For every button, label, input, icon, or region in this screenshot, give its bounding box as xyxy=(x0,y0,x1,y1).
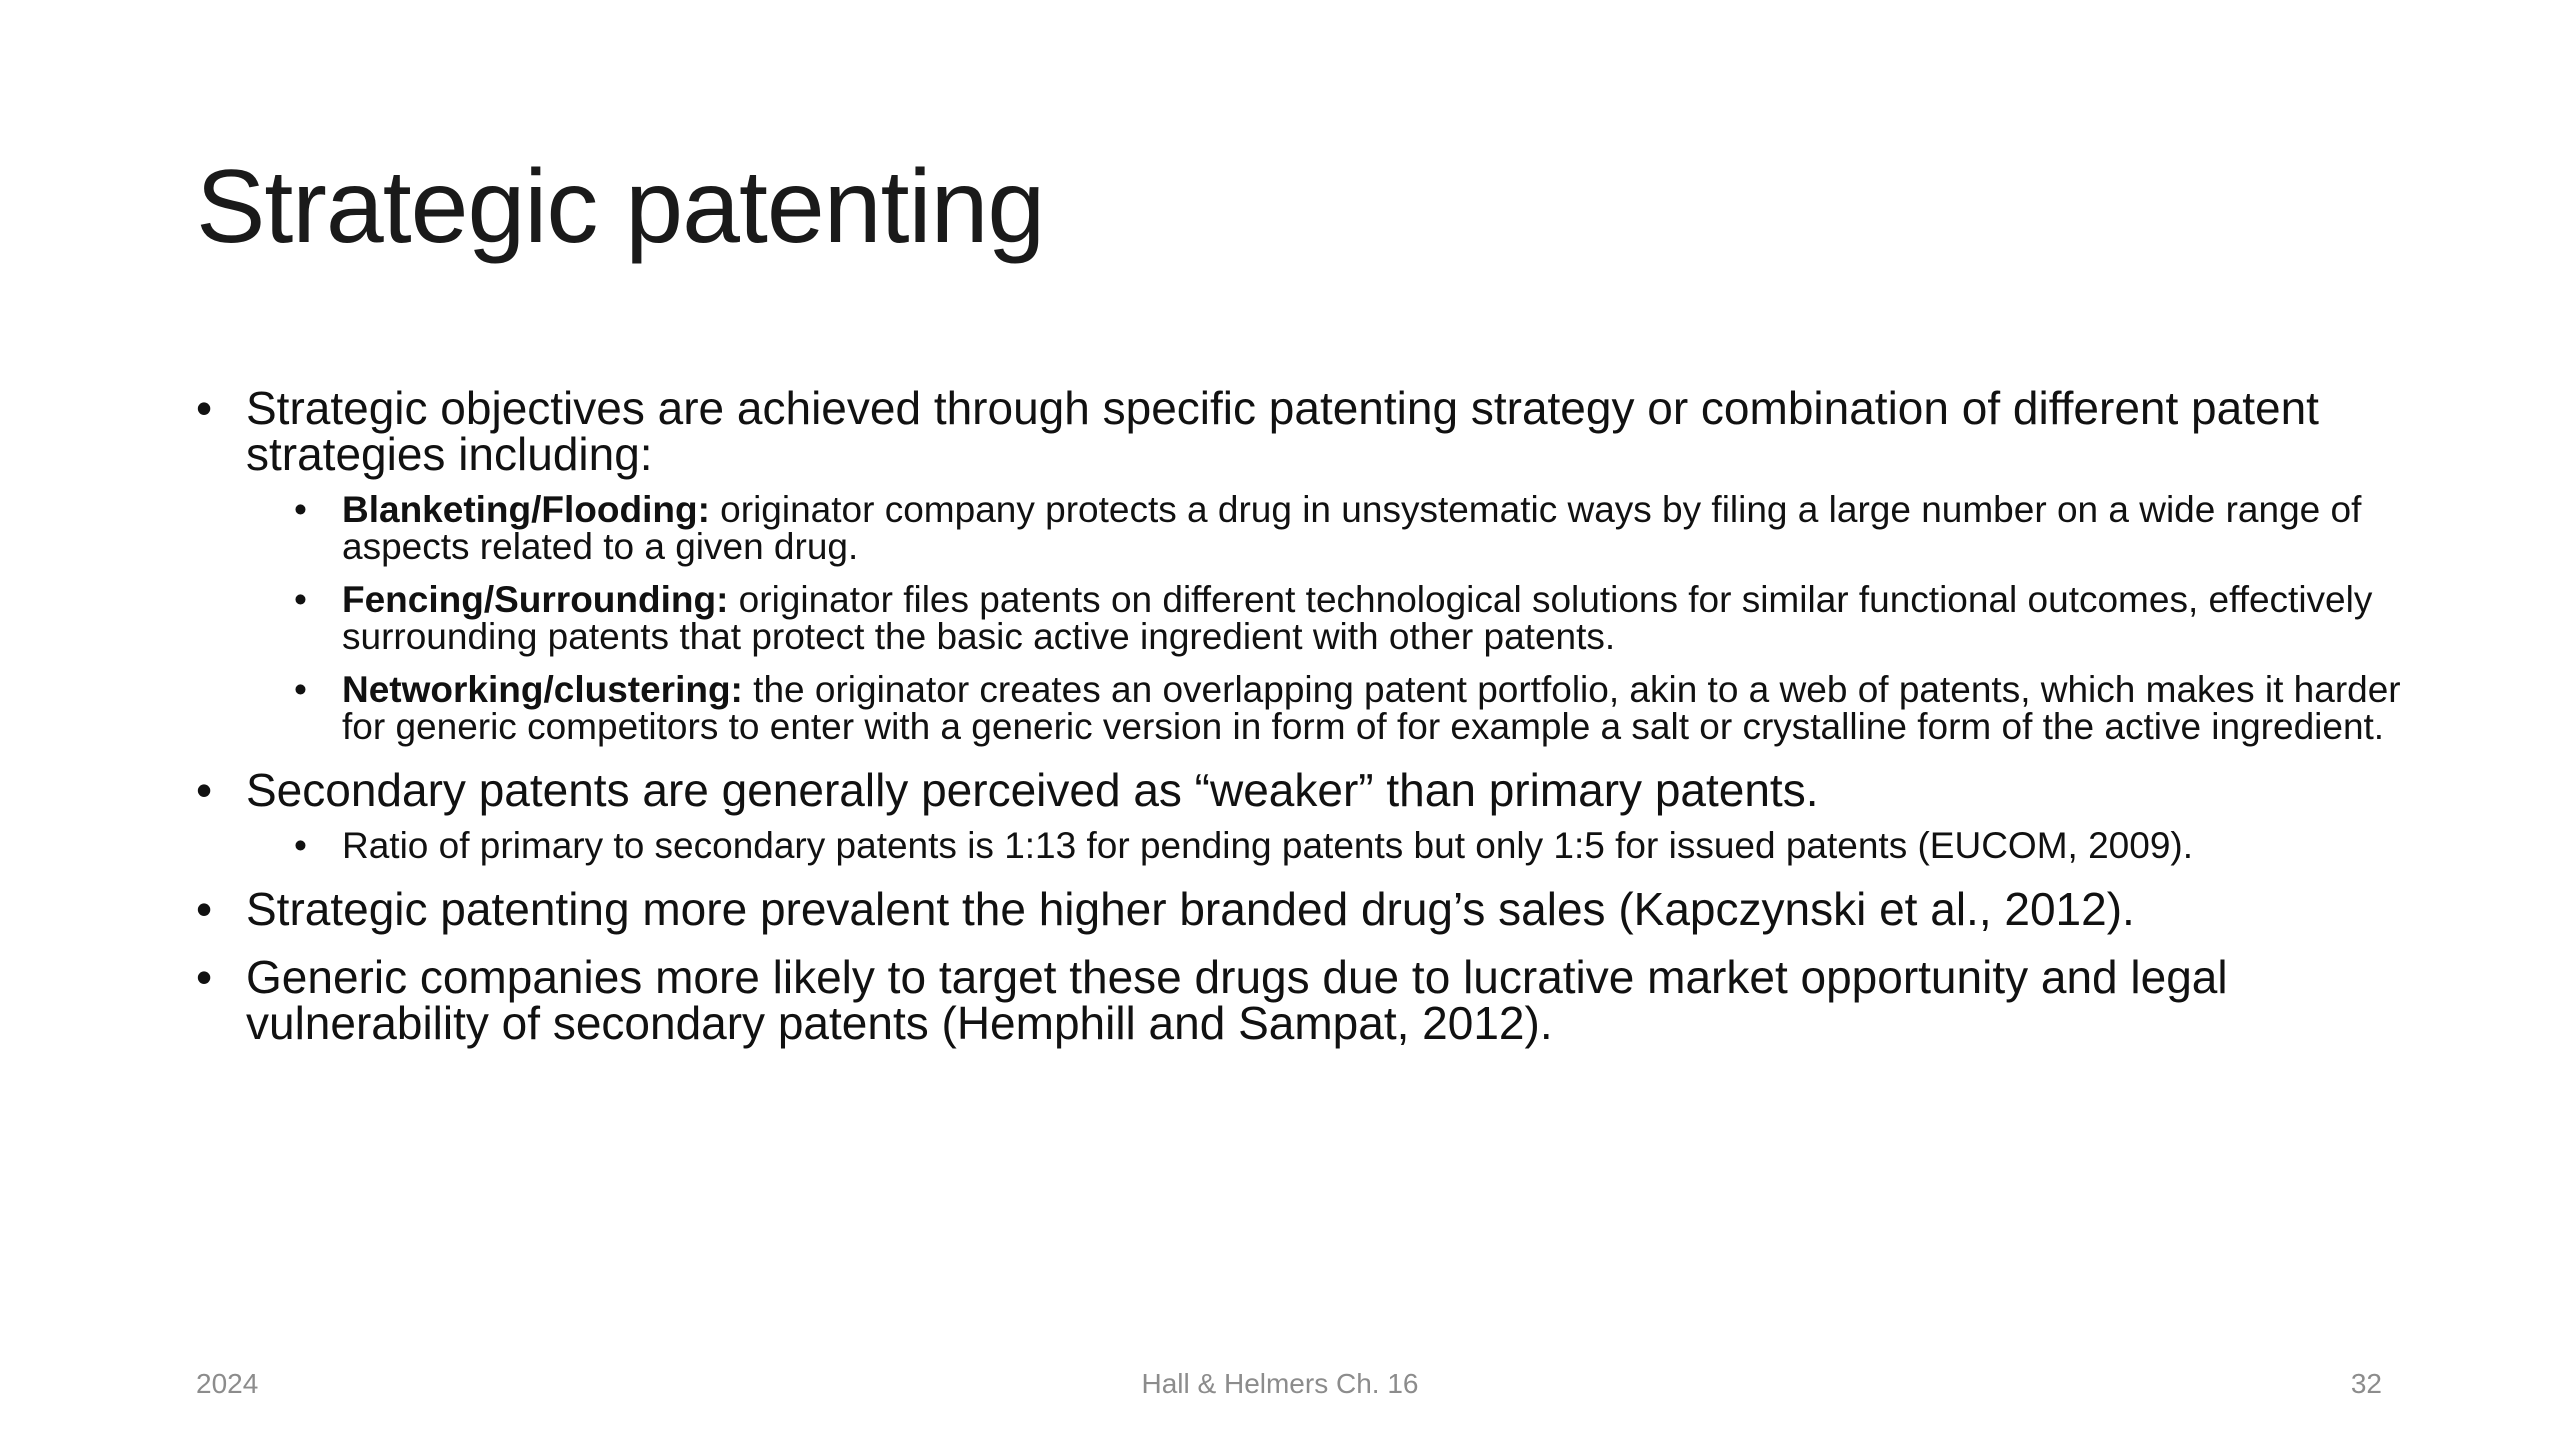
slide-title: Strategic patenting xyxy=(196,149,1045,265)
bullet-icon: • xyxy=(294,579,307,620)
bullet-icon: • xyxy=(196,883,213,935)
bullet-text: Secondary patents are generally perceived as “weaker” than primary patents. xyxy=(246,764,1819,816)
bullet-text: Strategic patenting more prevalent the higher branded drug’s sales (Kapczynski et al., 2012). xyxy=(246,883,2135,935)
bullet-icon: • xyxy=(294,669,307,710)
bullet-icon: • xyxy=(196,382,213,434)
bullet-text: Generic companies more likely to target these drugs due to lucrative market opportunity and legal vulnerability of secondary patents (Hemphill and Sampat, 2012). xyxy=(246,951,2228,1049)
sub-bullet-text: Ratio of primary to secondary patents is 1:13 for pending patents but only 1:5 for issued patents (EUCOM, 2009). xyxy=(342,825,2193,866)
bullet-list xyxy=(196,382,2416,1049)
sub-bullet-term: Networking/clustering: xyxy=(342,669,743,710)
sub-bullet-text: the originator creates an overlapping patent portfolio, akin to a web of patents, which makes it harder for generic competitors to enter with a generic version in form of for example a salt or crystalline form of the active ingredient. xyxy=(342,669,2401,747)
bullet-item xyxy=(196,883,2416,935)
bullet-item xyxy=(196,951,2416,1049)
bullet-item xyxy=(196,764,2416,866)
bullet-icon: • xyxy=(294,825,307,866)
sub-bullet-text: originator company protects a drug in unsystematic ways by filing a large number on a wide range of aspects related to a given drug. xyxy=(342,489,2362,567)
sub-bullet-item xyxy=(294,671,2416,745)
sub-bullet-term: Fencing/Surrounding: xyxy=(342,579,729,620)
sub-bullet-text: originator files patents on different technological solutions for similar functional outcomes, effectively surrounding patents that protect the basic active ingredient with other patents. xyxy=(342,579,2373,657)
sub-bullet-item xyxy=(294,491,2416,565)
bullet-icon: • xyxy=(196,764,213,816)
bullet-icon: • xyxy=(294,489,307,530)
slide-body xyxy=(196,382,2416,1068)
sub-bullet-item xyxy=(294,581,2416,655)
bullet-text: Strategic objectives are achieved through specific patenting strategy or combination of different patent strategies including: xyxy=(246,382,2319,480)
sub-bullet-list xyxy=(246,491,2416,745)
footer-source: Hall & Helmers Ch. 16 xyxy=(1141,1368,1419,1399)
footer-date: 2024 xyxy=(196,1368,259,1399)
bullet-icon: • xyxy=(196,951,213,1003)
sub-bullet-item xyxy=(294,827,2416,864)
slide-number: 32 xyxy=(2350,1368,2382,1399)
sub-bullet-list xyxy=(246,827,2416,864)
sub-bullet-term: Blanketing/Flooding: xyxy=(342,489,710,530)
bullet-item xyxy=(196,382,2416,747)
